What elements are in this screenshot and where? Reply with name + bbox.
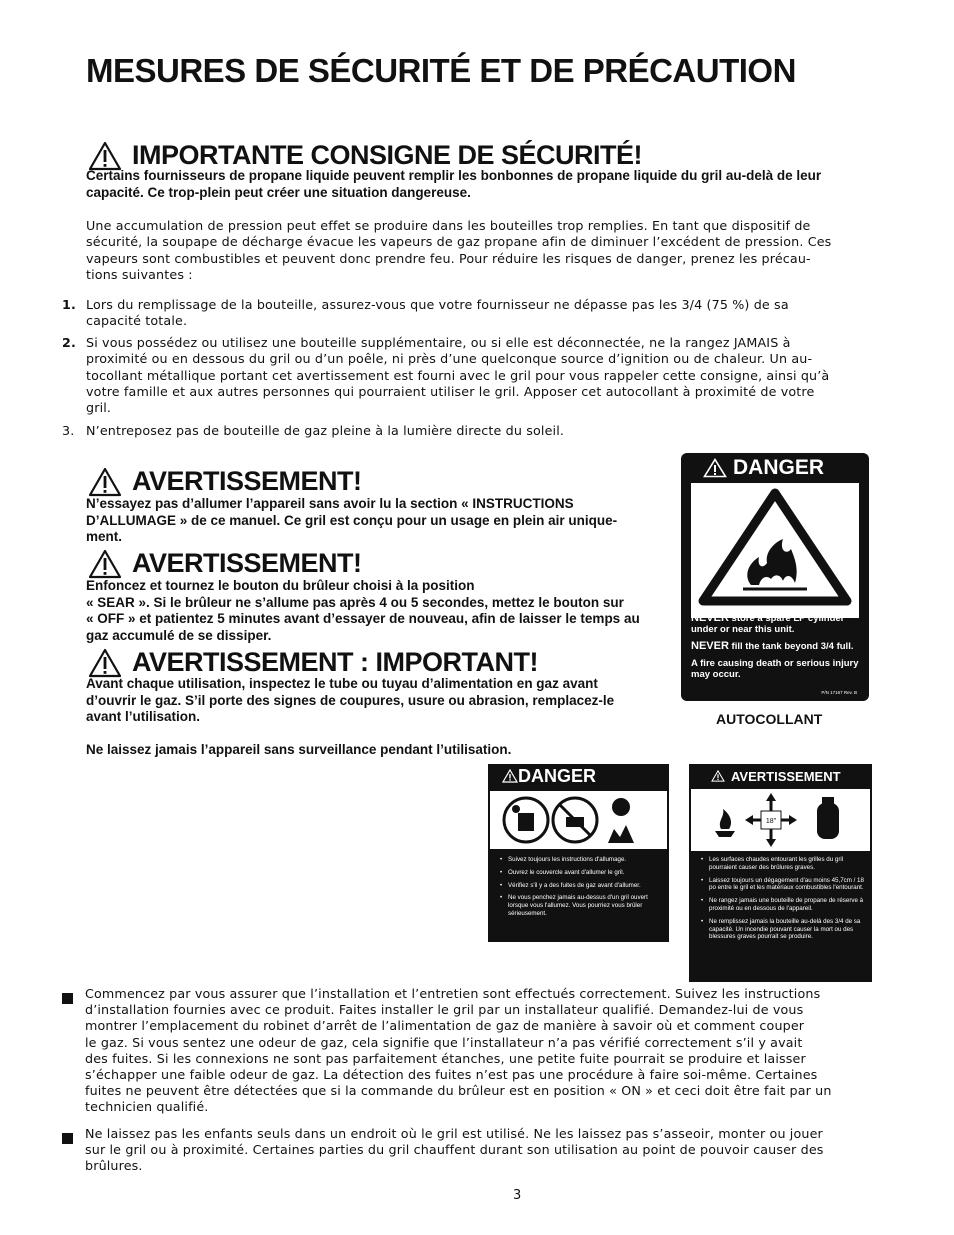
para-line: Commencez par vous assurer que l’installation et l’entretien sont effectués correctement. Suivez les instructions (85, 986, 821, 1001)
danger-card-header (488, 764, 669, 789)
sticker-part-number: P/N 17167 Rev. B (821, 690, 857, 695)
list-item (62, 423, 882, 439)
danger-bullet: • Suivez toujours les instructions d'allumage. (500, 856, 661, 864)
warning-line: gaz accumulé de se dissiper. (86, 627, 272, 643)
item-line: Si vous possédez ou utilisez une bouteille supplémentaire, ou si elle est déconnectée, ne la rangez JAMAIS à (86, 334, 791, 350)
warning-line: Ne laissez jamais l’appareil sans surveillance pendant l’utilisation. (86, 741, 512, 757)
square-bullet-icon (62, 993, 73, 1004)
never-label: NEVER (691, 640, 729, 652)
para-line: s’échapper une faible odeur de gaz. La détection des fuites n’est pas une procédure à faire soi-même. Certaines (85, 1067, 818, 1083)
item-number: 1. (62, 297, 76, 312)
warning-line: d’ouvrir le gaz. S’il porte des signes de coupures, usure ou abrasion, remplacez-le (86, 692, 615, 708)
danger-bullet: • Ne vous penchez jamais au-dessus d'un gril ouvert lorsque vous l'allumez. Vous pourriez vous brûler sérieusement. (500, 894, 661, 917)
children-paragraph (85, 1126, 885, 1175)
danger-label-card (488, 764, 669, 942)
avertissement-bullet: • Ne rangez jamais une bouteille de propane de réserve à proximité ou en dessous de l'appareil. (701, 897, 864, 913)
square-bullet-icon (62, 1133, 73, 1144)
warning-triangle-icon (502, 769, 518, 783)
item-line: tocollant métallique portant cet avertissement est fourni avec le gril pour vous rappeler cette consigne, ainsi qu’à (86, 367, 830, 383)
warning-triangle-icon (703, 458, 727, 478)
sticker-line (691, 641, 863, 652)
fire-hazard-icon (691, 483, 859, 608)
warning-line: N’essayez pas d’allumer l’appareil sans avoir lu la section « INSTRUCTIONS (86, 496, 574, 511)
para-line: fuites ne peuvent être détectées que si la commande du brûleur est en position « ON » et ceci doit être fait par un (85, 1083, 832, 1099)
item-line: Lors du remplissage de la bouteille, assurez-vous que votre fournisseur ne dépasse pas les 3/4 (75 %) de sa (86, 297, 789, 312)
page-number: 3 (513, 1188, 522, 1203)
item-line: proximité ou en dessous du gril ou d’un poêle, ni près d’une quelconque source d’ignition ou de chaleur. Un au- (86, 351, 813, 367)
avertissement-pictograms-icon (691, 789, 870, 851)
avertissement-card-icons (691, 789, 870, 851)
bullet-square-1 (62, 989, 73, 1008)
warning-line: ment. (86, 529, 123, 544)
sticker-header (681, 453, 869, 483)
danger-card-icons (490, 791, 667, 849)
item-line: N’entreposez pas de bouteille de gaz pleine à la lumière directe du soleil. (86, 422, 565, 438)
avertissement-bullet: • Laissez toujours un dégagement d'au moins 45,7cm / 18 po entre le gril et les matériaux combustibles l'entourant. (701, 877, 864, 893)
para-line: le gaz. Si vous sentez une odeur de gaz, cela signifie que l’installateur n’a pas vérifié correctement s’il y avait (85, 1034, 803, 1050)
sticker-caption: AUTOCOLLANT (716, 711, 823, 727)
bullet-square-2 (62, 1129, 73, 1148)
sticker-text-1: store a spare LP cylinder under or near this unit. (691, 613, 845, 635)
avertissement-card-header-text: AVERTISSEMENT (731, 768, 841, 784)
page-title: MESURES DE SÉCURITÉ ET DE PRÉCAUTION (86, 52, 796, 89)
warning3-text (86, 676, 666, 758)
item-line: capacité totale. (86, 313, 188, 329)
item-line: gril. (86, 400, 112, 416)
warning-triangle-icon (88, 467, 122, 497)
warning-line: « SEAR ». Si le brûleur ne s’allume pas après 4 ou 5 secondes, mettez le bouton sur (86, 594, 624, 610)
warning-line: Enfoncez et tournez le bouton du brûleur choisi à la position (86, 578, 475, 593)
avertissement-card-header (689, 764, 872, 788)
avertissement-label-card (689, 764, 872, 982)
para-line: d’installation fournies avec ce produit. Faites installer le gril par un installateur qualifié. Demandez-lui de vous (85, 1002, 804, 1018)
intro-line: Une accumulation de pression peut effet se produire dans les bouteilles trop remplies. En tant que dispositif de (86, 218, 811, 233)
list-item (62, 297, 882, 330)
sticker-text-2: fill the tank beyond 3/4 full. (728, 641, 854, 652)
warning-triangle-icon (88, 648, 122, 678)
item-line: votre famille et aux autres personnes qui pourraient utiliser le gril. Apposer cet autocollant à proximité de votre (86, 384, 815, 400)
never-label: NEVER (691, 612, 729, 624)
intro-line: tions suivantes : (86, 267, 193, 283)
intro-line: vapeurs sont combustibles et peuvent donc prendre feu. Pour réduire les risques de danger, prenez les précau- (86, 250, 811, 266)
warning-line: « OFF » et patientez 5 minutes avant d’essayer de nouveau, afin de laisser le temps au (86, 611, 640, 626)
para-line: des fuites. Si les connexions ne sont pas parfaitement étanches, une petite fuite pourrait se produire et laisser (85, 1050, 806, 1066)
avertissement-bullet: • Les surfaces chaudes entourant les grilles du gril pourraient causer des brûlures graves. (701, 856, 864, 872)
sticker-header-text: DANGER (733, 456, 825, 479)
warning-triangle-icon (88, 141, 122, 171)
warning1-heading (88, 466, 362, 497)
danger-pictograms-icon (490, 791, 667, 849)
danger-card-bullets (500, 856, 661, 923)
para-line: brûlures. (85, 1158, 143, 1174)
safety-bold-text (86, 168, 886, 201)
warning1-text (86, 496, 666, 546)
avertissement-card-bullets (701, 856, 864, 946)
safety-intro (86, 218, 886, 284)
safety-heading-text: IMPORTANTE CONSIGNE DE SÉCURITÉ! (132, 140, 643, 170)
bold-line: capacité. Ce trop-plein peut créer une situation dangereuse. (86, 184, 471, 200)
clearance-distance-label: 18" (765, 818, 777, 825)
warning-triangle-icon (88, 549, 122, 579)
installation-paragraph (85, 986, 885, 1116)
warning3-heading (88, 647, 538, 678)
warning1-heading-text: AVERTISSEMENT! (132, 466, 362, 496)
sticker-text-3: A fire causing death or serious injury may occur. (691, 658, 859, 680)
warning2-text (86, 578, 666, 644)
sticker-text (691, 613, 863, 680)
item-number: 2. (62, 334, 76, 350)
fire-hazard-picture (691, 483, 859, 618)
para-line: technicien qualifié. (85, 1099, 209, 1115)
para-line: montrer l’emplacement du robinet d’arrêt de l’alimentation de gaz de manière à savoir où et comment couper (85, 1018, 805, 1034)
warning-triangle-icon (711, 770, 725, 782)
warning-line: Avant chaque utilisation, inspectez le tube ou tuyau d’alimentation en gaz avant (86, 676, 598, 691)
warning2-heading-text: AVERTISSEMENT! (132, 548, 362, 578)
warning3-heading-text: AVERTISSEMENT : IMPORTANT! (132, 647, 538, 677)
danger-bullet: • Vérifiez s'il y a des fuites de gaz avant d'allumer. (500, 882, 661, 890)
avertissement-bullet: • Ne remplissez jamais la bouteille au-delà des 3/4 de sa capacité. Un incendie pouvant causer la mort ou des blessures graves pourrait se produire. (701, 918, 864, 941)
warning-line: D’ALLUMAGE » de ce manuel. Ce gril est conçu pour un usage en plein air unique- (86, 512, 618, 528)
danger-bullet: • Ouvrez le couvercle avant d'allumer le gril. (500, 869, 661, 877)
para-line: sur le gril ou à proximité. Certaines parties du gril chauffent durant son utilisation au point de pouvoir causer des (85, 1142, 824, 1158)
item-number: 3. (62, 422, 75, 438)
sticker-line (691, 613, 863, 635)
list-item (62, 335, 882, 417)
para-line: Ne laissez pas les enfants seuls dans un endroit où le gril est utilisé. Ne les laissez pas s’asseoir, monter ou jouer (85, 1126, 823, 1141)
danger-sticker (681, 453, 869, 701)
bold-line: Certains fournisseurs de propane liquide peuvent remplir les bonbonnes de propane liquide du gril au-delà de leur (86, 168, 822, 183)
intro-line: sécurité, la soupape de décharge évacue les vapeurs de gaz propane afin de diminuer l’excédent de pression. Ces (86, 234, 832, 250)
safety-heading (88, 140, 642, 171)
danger-card-header-text: DANGER (518, 766, 597, 786)
precautions-list (62, 297, 882, 439)
warning-line: avant l’utilisation. (86, 709, 201, 724)
warning2-heading (88, 548, 362, 579)
